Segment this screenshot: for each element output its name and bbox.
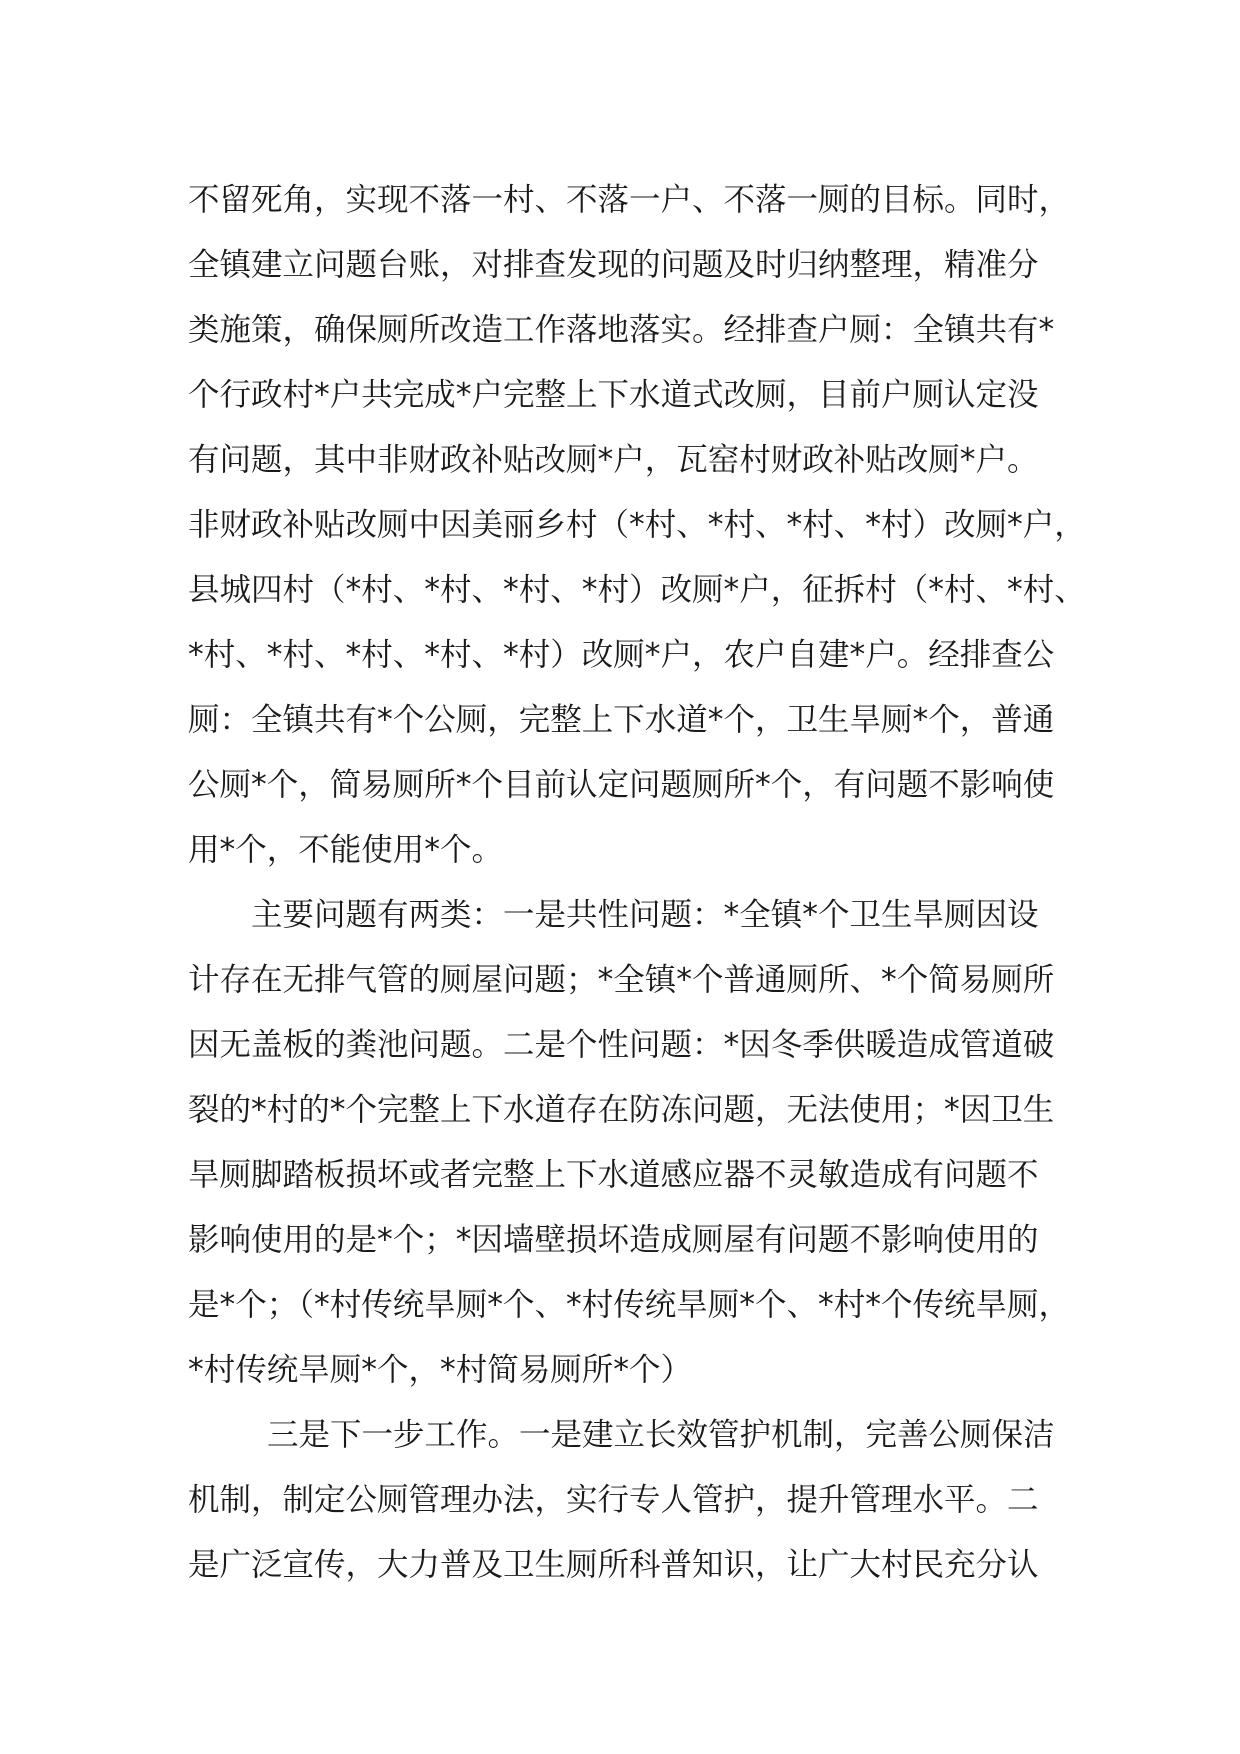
- text-line: 三是下一步工作。一是建立长效管护机制，完善公厕保洁: [267, 1417, 1055, 1453]
- document-body: [188, 168, 1088, 1598]
- text-line: *村传统旱厕*个，*村简易厕所*个）: [188, 1352, 693, 1388]
- text-line: 不留死角，实现不落一村、不落一户、不落一厕的目标。同时，: [188, 182, 1071, 218]
- text-line: 有问题，其中非财政补贴改厕*户，瓦窑村财政补贴改厕*户。: [188, 442, 1039, 478]
- text-line: 计存在无排气管的厕屋问题；*全镇*个普通厕所、*个简易厕所: [188, 962, 1055, 998]
- paragraph-next-steps: [188, 1403, 1088, 1598]
- text-line: 旱厕脚踏板损坏或者完整上下水道感应器不灵敏造成有问题不: [188, 1157, 1039, 1193]
- text-line: 影响使用的是*个；*因墙壁损坏造成厕屋有问题不影响使用的: [188, 1222, 1039, 1258]
- text-line: 个行政村*户共完成*户完整上下水道式改厕，目前户厕认定没: [188, 377, 1039, 413]
- paragraph-main-problems: [188, 883, 1088, 1403]
- text-line: 公厕*个，简易厕所*个目前认定问题厕所*个，有问题不影响使: [188, 767, 1055, 803]
- text-line: 非财政补贴改厕中因美丽乡村（*村、*村、*村、*村）改厕*户，: [188, 507, 1086, 543]
- text-line: 县城四村（*村、*村、*村、*村）改厕*户，征拆村（*村、*村、: [188, 572, 1086, 608]
- text-line: 主要问题有两类：一是共性问题：*全镇*个卫生旱厕因设: [251, 897, 1039, 933]
- text-line: 因无盖板的粪池问题。二是个性问题：*因冬季供暖造成管道破: [188, 1027, 1055, 1063]
- text-line: 机制，制定公厕管理办法，实行专人管护，提升管理水平。二: [188, 1482, 1039, 1518]
- text-line: 裂的*村的*个完整上下水道存在防冻问题，无法使用；*因卫生: [188, 1092, 1055, 1128]
- text-line: 类施策，确保厕所改造工作落地落实。经排查户厕：全镇共有*: [188, 312, 1055, 348]
- text-line: 全镇建立问题台账，对排查发现的问题及时归纳整理，精准分: [188, 247, 1039, 283]
- text-line: 厕：全镇共有*个公厕，完整上下水道*个，卫生旱厕*个，普通: [188, 702, 1055, 738]
- text-line: 是*个；（*村传统旱厕*个、*村传统旱厕*个、*村*个传统旱厕，: [188, 1287, 1071, 1323]
- text-line: 是广泛宣传，大力普及卫生厕所科普知识，让广大村民充分认: [188, 1547, 1039, 1583]
- text-line: *村、*村、*村、*村、*村）改厕*户，农户自建*户。经排查公: [188, 637, 1055, 673]
- text-line: 用*个，不能使用*个。: [188, 832, 504, 868]
- paragraph-survey-findings: [188, 168, 1088, 883]
